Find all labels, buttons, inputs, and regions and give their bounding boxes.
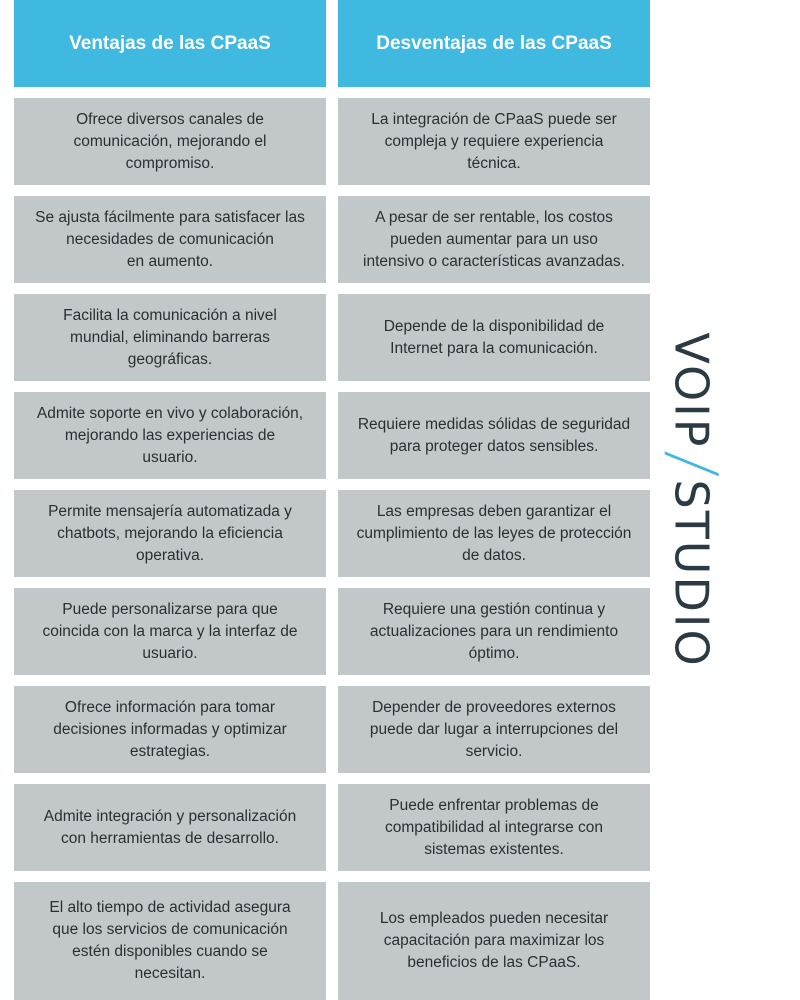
- advantage-cell: Ofrece diversos canales de comunicación, mejorando el compromiso.: [14, 98, 326, 185]
- logo-wordmark: [665, 332, 719, 667]
- voipstudio-logo: [665, 300, 719, 700]
- disadvantage-cell: Las empresas deben garantizar el cumplimiento de las leyes de protección de datos.: [338, 490, 650, 577]
- disadvantage-cell: Puede enfrentar problemas de compatibilidad al integrarse con sistemas existentes.: [338, 784, 650, 871]
- disadvantage-cell: Depende de la disponibilidad de Internet para la comunicación.: [338, 294, 650, 381]
- disadvantage-cell: A pesar de ser rentable, los costos pueden aumentar para un uso intensivo o características avanzadas.: [338, 196, 650, 283]
- advantage-cell: Ofrece información para tomar decisiones informadas y optimizar estrategias.: [14, 686, 326, 773]
- advantage-cell: Se ajusta fácilmente para satisfacer las necesidades de comunicación en aumento.: [14, 196, 326, 283]
- disadvantage-cell: Los empleados pueden necesitar capacitación para maximizar los beneficios de las CPaaS.: [338, 882, 650, 1000]
- disadvantages-header-label: Desventajas de las CPaaS: [376, 32, 612, 54]
- advantages-header-label: Ventajas de las CPaaS: [69, 32, 271, 54]
- disadvantage-cell: La integración de CPaaS puede ser compleja y requiere experiencia técnica.: [338, 98, 650, 185]
- logo-text-studio: STUDIO: [665, 479, 719, 668]
- advantage-cell: Puede personalizarse para que coincida con la marca y la interfaz de usuario.: [14, 588, 326, 675]
- advantage-cell: Facilita la comunicación a nivel mundial, eliminando barreras geográficas.: [14, 294, 326, 381]
- logo-slash-icon: [665, 452, 719, 477]
- disadvantage-cell: Requiere una gestión continua y actualizaciones para un rendimiento óptimo.: [338, 588, 650, 675]
- advantage-cell: Admite soporte en vivo y colaboración, mejorando las experiencias de usuario.: [14, 392, 326, 479]
- advantage-cell: Admite integración y personalización con herramientas de desarrollo.: [14, 784, 326, 871]
- disadvantage-cell: Requiere medidas sólidas de seguridad para proteger datos sensibles.: [338, 392, 650, 479]
- logo-text-voip: VOIP: [665, 332, 719, 449]
- advantage-cell: Permite mensajería automatizada y chatbots, mejorando la eficiencia operativa.: [14, 490, 326, 577]
- disadvantage-cell: Depender de proveedores externos puede dar lugar a interrupciones del servicio.: [338, 686, 650, 773]
- advantage-cell: El alto tiempo de actividad asegura que los servicios de comunicación estén disponibles cuando se necesitan.: [14, 882, 326, 1000]
